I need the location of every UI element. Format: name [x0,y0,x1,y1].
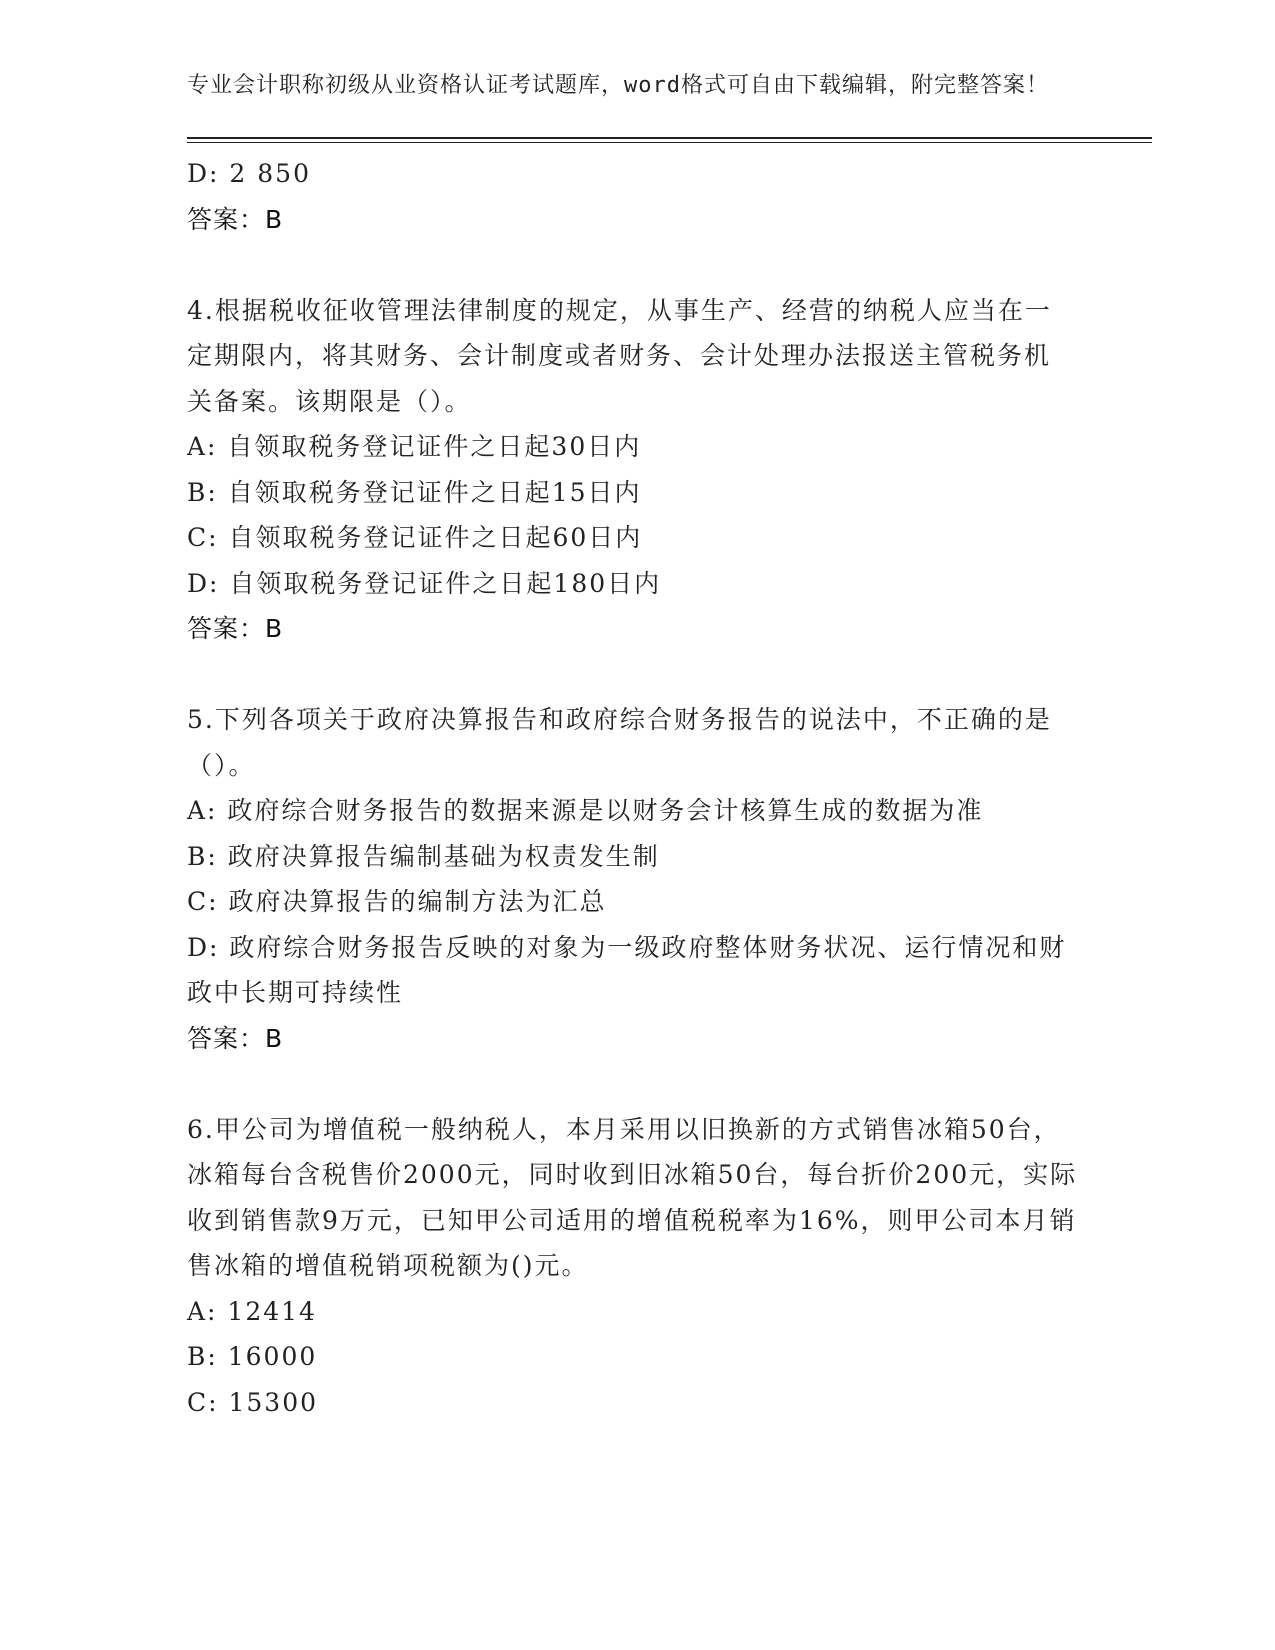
q4-option-b: B: 自领取税务登记证件之日起15日内 [187,477,642,507]
q3-answer: 答案：B [187,204,284,234]
q5-option-b: B: 政府决算报告编制基础为权责发生制 [187,841,660,871]
q4-option-c: C: 自领取税务登记证件之日起60日内 [187,523,643,552]
q4-option-a: A: 自领取税务登记证件之日起30日内 [187,432,642,461]
spacer [187,242,1167,288]
q5-option-c: C: 政府决算报告的编制方法为汇总 [187,887,607,916]
header-divider [187,137,1152,143]
q4-answer: 答案：B [187,614,284,643]
q6-option-c: C: 15300 [187,1387,319,1417]
question-content [187,151,1167,1425]
q5-answer: 答案：B [187,1023,284,1053]
q5-option-a: A: 政府综合财务报告的数据来源是以财务会计核算生成的数据为准 [187,796,984,825]
q6-option-a: A: 12414 [187,1296,317,1326]
spacer [187,652,1167,698]
document-header: 专业会计职称初级从业资格认证考试题库，word格式可自由下载编辑，附完整答案！ [187,73,1049,98]
q6-option-b: B: 16000 [187,1342,318,1371]
q4-stem: 4.根据税收征收管理法律制度的规定，从事生产、经营的纳税人应当在一定期限内，将其财务、会计制度或者财务、会计处理办法报送主管税务机关备案。该期限是（）。 [187,295,1052,416]
q4-option-d: D: 自领取税务登记证件之日起180日内 [187,568,662,598]
q6-stem: 6.甲公司为增值税一般纳税人，本月采用以旧换新的方式销售冰箱50台，冰箱每台含税售价2000元，同时收到旧冰箱50台，每台折价200元，实际收到销售款9万元，已知甲公司适用的增值税税率为16%，则甲公司本月销售冰箱的增值税销项税额为()元。 [187,1114,1078,1280]
q5-stem: 5.下列各项关于政府决算报告和政府综合财务报告的说法中，不正确的是（）。 [187,705,1052,780]
spacer [187,1061,1167,1107]
q5-option-d: D: 政府综合财务报告反映的对象为一级政府整体财务状况、运行情况和财政中长期可持续性 [187,932,1067,1007]
document-page [187,70,1167,1425]
q3-option-d: D: 2 850 [187,159,311,188]
